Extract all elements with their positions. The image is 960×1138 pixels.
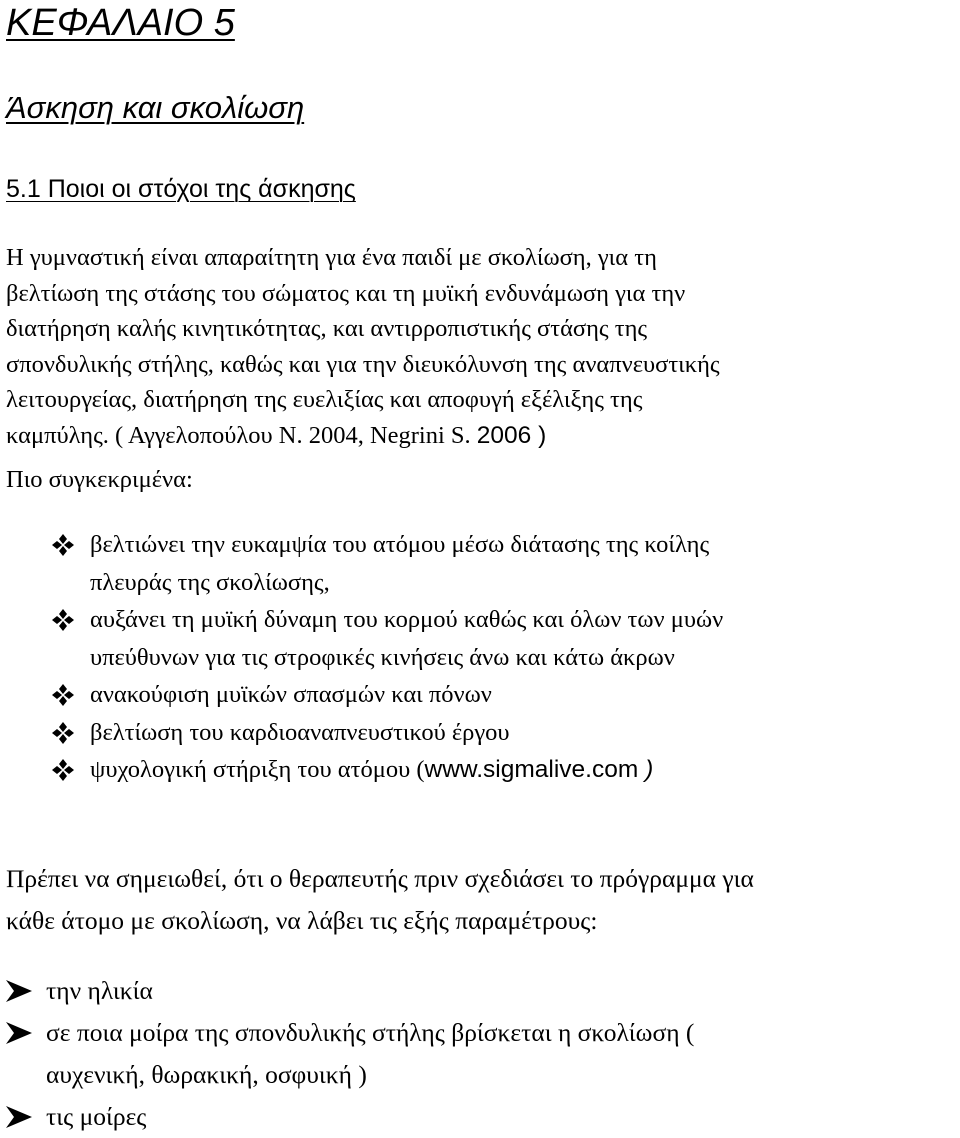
four-diamond-bullet-icon	[52, 759, 74, 781]
list-item	[0, 676, 960, 714]
list-item-text: υπεύθυνων για τις στροφικές κινήσεις άνω και κάτω άκρων	[90, 643, 675, 671]
arrowhead-bullet-icon	[6, 1022, 32, 1044]
list-item	[0, 1012, 960, 1096]
intro-line: διατήρηση καλής κινητικότητας, και αντιρροπιστικής στάσης της	[6, 315, 648, 342]
intro-line: σπονδυλικής στήλης, καθώς και για την διευκόλυνση της αναπνευστικής	[6, 350, 720, 378]
list-item-text: πλευράς της σκολίωσης,	[90, 568, 330, 596]
intro-paragraph	[6, 240, 720, 453]
four-diamond-bullet-icon	[52, 722, 74, 744]
four-diamond-bullet-icon	[52, 609, 74, 631]
source-link[interactable]: www.sigmalive.com	[424, 756, 639, 783]
intro-line: βελτίωση της στάσης του σώματος και τη μυϊκή ενδυνάμωση για την	[6, 279, 686, 307]
note-paragraph	[6, 858, 754, 942]
list-item	[0, 714, 960, 752]
benefit-list	[0, 526, 960, 789]
note-line: κάθε άτομο με σκολίωση, να λάβει τις εξής παραμέτρους:	[6, 906, 598, 935]
intro-line: λειτουργείας, διατήρηση της ευελιξίας και αποφυγή εξέλιξης της	[6, 386, 643, 413]
list-item-text: αυχενική, θωρακική, οσφυική )	[46, 1060, 367, 1089]
list-item-text	[90, 751, 960, 789]
section-title: Άσκηση και σκολίωση	[6, 90, 305, 125]
list-item	[0, 601, 960, 676]
list-item-text: τις μοίρες	[46, 1102, 147, 1131]
subsection-title: 5.1 Ποιοι οι στόχοι της άσκησης	[6, 175, 356, 203]
list-item-text: την ηλικία	[46, 976, 153, 1005]
specifically-label: Πιο συγκεκριμένα:	[6, 466, 193, 493]
list-item	[0, 1096, 960, 1138]
list-item	[0, 970, 960, 1012]
closing-paren: )	[638, 756, 654, 783]
list-item-text: αυξάνει τη μυϊκή δύναμη του κορμού καθώς και όλων των μυών	[90, 606, 724, 633]
list-item	[0, 751, 960, 789]
list-item-text: βελτιώνει την ευκαμψία του ατόμου μέσω διάτασης της κοίλης	[90, 531, 710, 558]
citation-text: καμπύλης. ( Αγγελοπούλου Ν. 2004, Negrini S.	[6, 421, 477, 449]
list-item-text: ανακούφιση μυϊκών σπασμών και πόνων	[90, 681, 492, 708]
citation-year: 2006 )	[476, 421, 547, 449]
intro-line-citation	[6, 418, 720, 454]
four-diamond-bullet-icon	[52, 684, 74, 706]
arrowhead-bullet-icon	[6, 1106, 32, 1128]
chapter-title: ΚΕΦΑΛΑΙΟ 5	[6, 2, 235, 44]
note-line: Πρέπει να σημειωθεί, ότι ο θεραπευτής πριν σχεδιάσει το πρόγραμμα για	[6, 864, 754, 893]
list-item	[0, 526, 960, 601]
arrowhead-bullet-icon	[6, 980, 32, 1002]
four-diamond-bullet-icon	[52, 534, 74, 556]
benefit-text: ψυχολογική στήριξη του ατόμου (	[90, 756, 425, 783]
list-item-text: σε ποια μοίρα της σπονδυλικής στήλης βρίσκεται η σκολίωση (	[46, 1018, 695, 1047]
parameter-list	[0, 970, 960, 1138]
list-item-text: βελτίωση του καρδιοαναπνευστικού έργου	[90, 718, 510, 746]
intro-line: Η γυμναστική είναι απαραίτητη για ένα παιδί με σκολίωση, για τη	[6, 244, 657, 271]
